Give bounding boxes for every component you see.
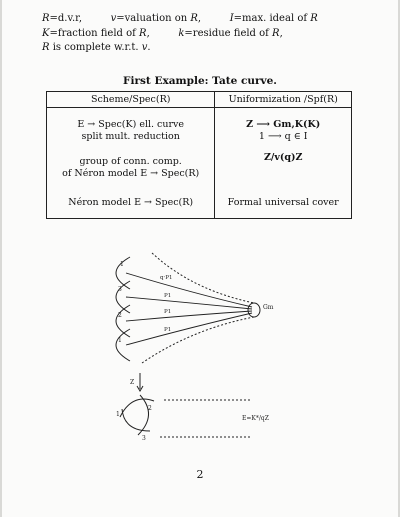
fiber-label-qp1: q·P1 — [160, 275, 173, 281]
quotient-label: E=K*/qZ — [242, 415, 269, 422]
row2-left-line1: group of conn. comp. — [79, 156, 182, 167]
bottom-label-2: 2 — [148, 405, 152, 412]
comparison-table — [46, 91, 352, 219]
row1-right-line1: Z ⟶ Gm,K(K) — [246, 119, 321, 130]
row1-right-line2: 1 ⟶ q ∈ I — [258, 131, 308, 142]
definition-line-3: R is complete w.r.t. v. — [42, 42, 151, 53]
fiber-line-3 — [126, 311, 252, 321]
row2-left-line2: of Néron model E → Spec(R) — [62, 168, 200, 179]
gm-oval — [248, 303, 260, 317]
tate-curve-figure — [102, 245, 302, 445]
fiber-label-p1b: P1 — [164, 309, 172, 315]
row1-left-line1: E → Spec(K) ell. curve — [77, 119, 185, 130]
lower-dotted-curve — [142, 317, 254, 363]
page-number: 2 — [196, 468, 204, 481]
chain-label-1b: 1 — [118, 337, 122, 344]
chain-arc-4 — [116, 329, 130, 361]
arrow-label-z: Z — [130, 379, 135, 386]
bottom-label-1: 1 — [116, 411, 120, 418]
definition-line-1: R=d.v.r, v=valuation on R, I=max. ideal of R — [42, 13, 318, 24]
chain-label-1: 1 — [120, 261, 124, 268]
bottom-arc-3 — [138, 395, 149, 435]
table-header-uniformization: Uniformization /Spf(R) — [215, 92, 352, 108]
bottom-label-3: 3 — [142, 435, 146, 442]
row3-right-line1: Formal universal cover — [227, 197, 339, 208]
table-row — [47, 148, 352, 188]
chain-label-2: 2 — [118, 312, 122, 319]
row1-left-line2: split mult. reduction — [81, 131, 180, 142]
chain-label-3: 3 — [118, 286, 122, 293]
table-row — [47, 114, 352, 148]
fiber-line-4 — [126, 313, 252, 345]
row2-right-line1: Z/v(q)Z — [263, 152, 303, 163]
fiber-label-p1c: P1 — [164, 327, 172, 333]
fiber-label-p1a: P1 — [164, 293, 172, 299]
document-page — [2, 0, 398, 517]
definition-line-2: K=fraction field of R, k=residue field of R, — [42, 27, 283, 39]
example-title: First Example: Tate curve. — [123, 75, 277, 87]
definitions-block — [42, 12, 318, 56]
gm-label: Gm — [263, 304, 274, 311]
bottom-arc-2 — [122, 409, 150, 431]
fiber-line-1 — [126, 273, 252, 307]
table-row — [47, 188, 352, 219]
fiber-line-2 — [126, 297, 252, 309]
table-header-scheme: Scheme/Spec(R) — [47, 92, 215, 108]
row3-left-line1: Néron model E → Spec(R) — [68, 197, 194, 208]
